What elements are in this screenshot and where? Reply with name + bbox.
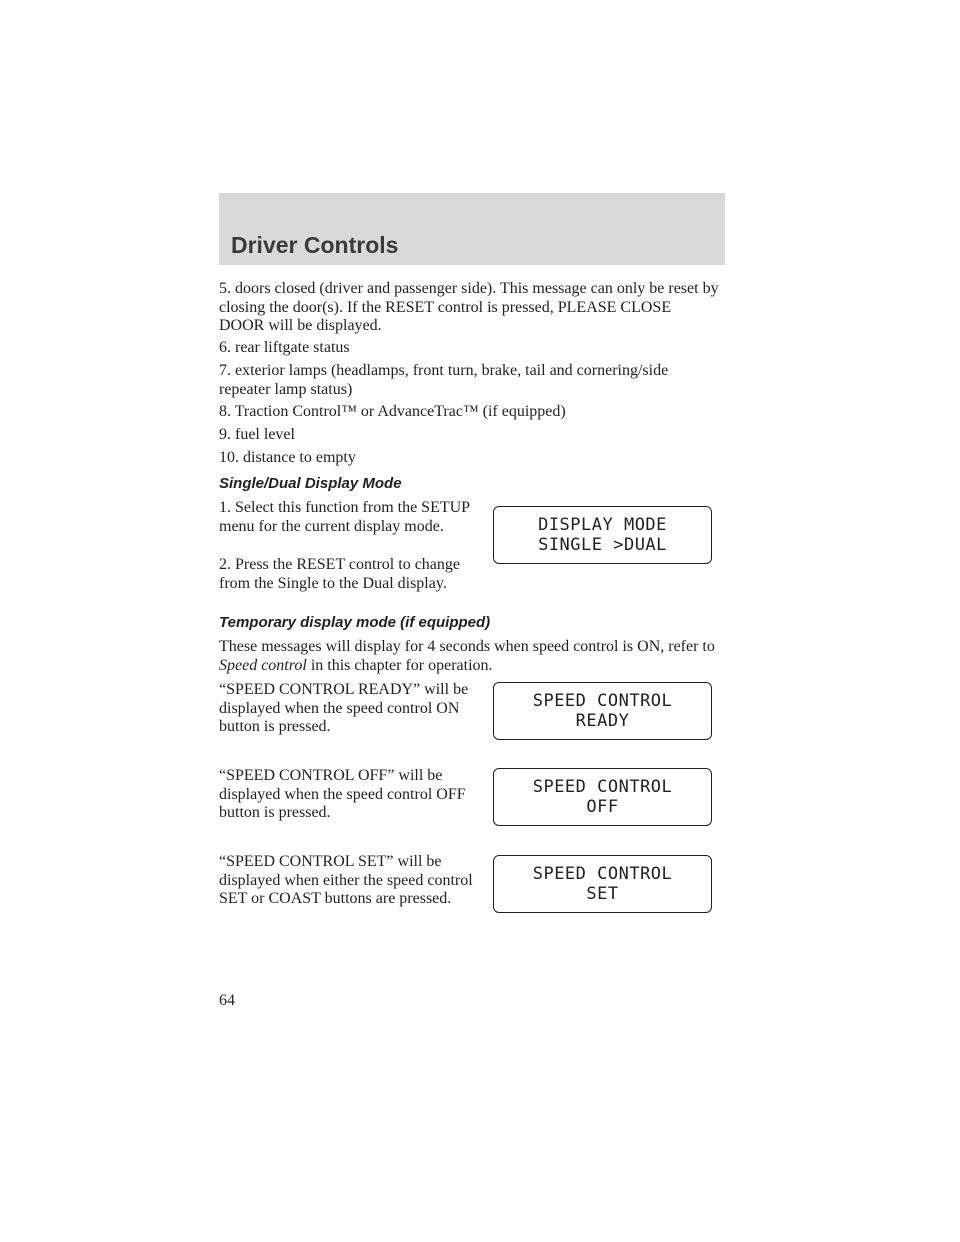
lcd-line-2: SET [586, 884, 619, 904]
lcd-line-1: SPEED CONTROL [532, 691, 673, 711]
speed-control-ready-text: “SPEED CONTROL READY” will be displayed when the speed control ON button is pressed. [219, 681, 469, 735]
single-dual-heading: Single/Dual Display Mode [219, 475, 402, 492]
page-number: 64 [219, 992, 235, 1009]
section-header-bar [219, 193, 725, 265]
lcd-line-1: DISPLAY MODE [538, 515, 667, 535]
lcd-line-1: SPEED CONTROL [532, 777, 673, 797]
list-item-doors-closed: 5. doors closed (driver and passenger side). This message can only be reset by closing the door(s). If the RESET control is pressed, PLEASE CLOSE DOOR will be displayed. [219, 280, 719, 334]
speed-control-ready-lcd [493, 682, 712, 740]
lcd-line-2: READY [575, 711, 630, 731]
lcd-line-2: SINGLE >DUAL [538, 535, 667, 555]
single-dual-step-2: 2. Press the RESET control to change from the Single to the Dual display. [219, 556, 460, 592]
display-mode-lcd [493, 506, 712, 564]
lcd-line-2: OFF [586, 797, 619, 817]
list-item-fuel-level: 9. fuel level [219, 426, 295, 443]
speed-control-off-lcd [493, 768, 712, 826]
intro-text-b: in this chapter for operation. [306, 656, 493, 674]
speed-control-set-lcd [493, 855, 712, 913]
temporary-display-heading: Temporary display mode (if equipped) [219, 614, 491, 631]
list-item-traction-control: 8. Traction Control™ or AdvanceTrac™ (if equipped) [219, 403, 566, 420]
list-item-rear-liftgate: 6. rear liftgate status [219, 339, 350, 356]
temporary-intro [219, 638, 719, 675]
single-dual-step-1: 1. Select this function from the SETUP menu for the current display mode. [219, 499, 470, 535]
list-item-distance-to-empty: 10. distance to empty [219, 449, 356, 466]
lcd-line-1: SPEED CONTROL [532, 864, 673, 884]
speed-control-set-text: “SPEED CONTROL SET” will be displayed when either the speed control SET or COAST buttons are pressed. [219, 853, 473, 907]
speed-control-reference: Speed control [219, 656, 307, 674]
intro-text-a: These messages will display for 4 seconds when speed control is ON, refer to [219, 638, 715, 655]
section-title: Driver Controls [231, 232, 399, 258]
speed-control-off-text: “SPEED CONTROL OFF” will be displayed when the speed control OFF button is pressed. [219, 767, 466, 821]
list-item-exterior-lamps: 7. exterior lamps (headlamps, front turn, brake, tail and cornering/side repeater lamp status) [219, 362, 669, 398]
